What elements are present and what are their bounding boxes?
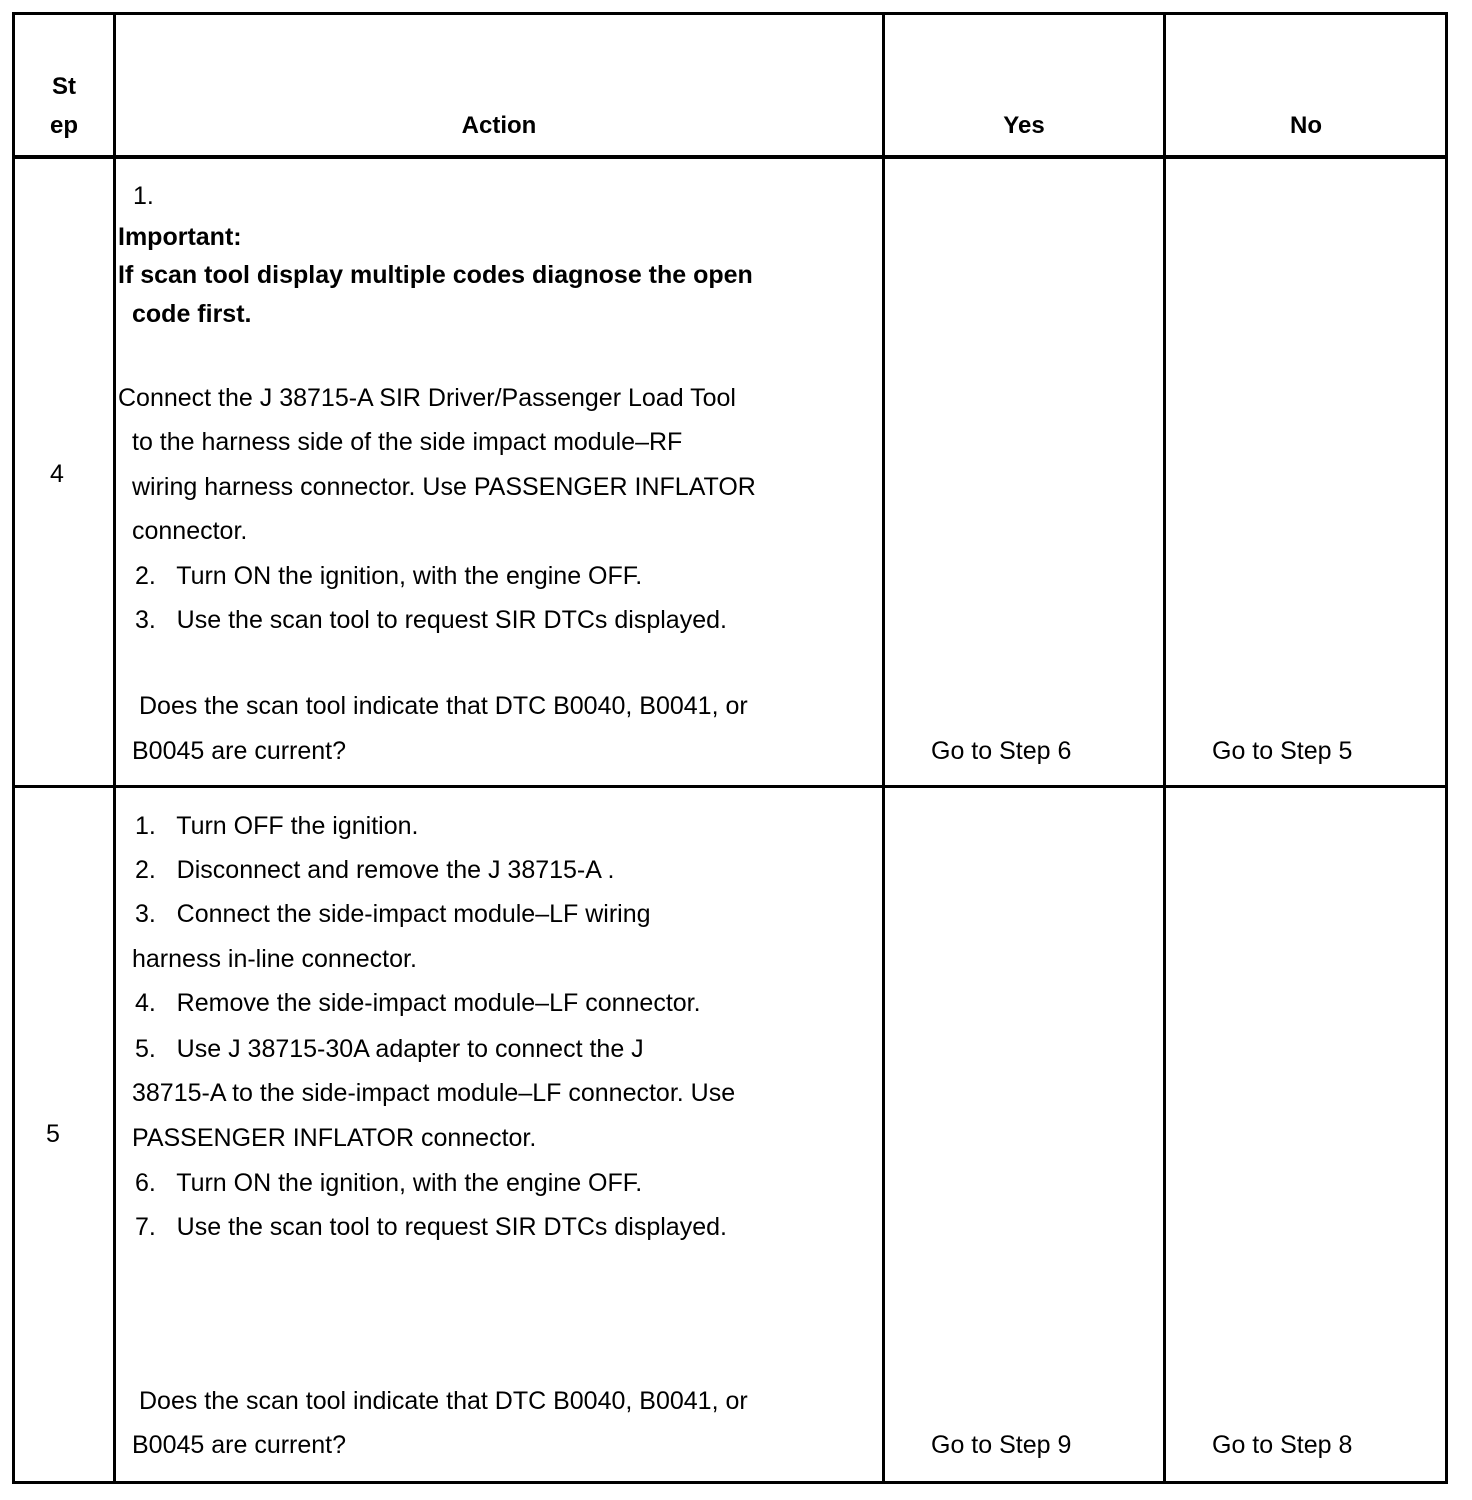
question-line: B0045 are current?	[132, 1431, 347, 1459]
action-line: 6. Turn ON the ignition, with the engine OFF.	[135, 1169, 643, 1197]
action-line: 1.	[133, 182, 154, 210]
question-line: B0045 are current?	[132, 737, 347, 765]
action-line: connector.	[132, 517, 248, 545]
header-step-line2: ep	[49, 112, 78, 139]
header-step-line1: St	[52, 73, 76, 100]
yes-result: Go to Step 9	[931, 1431, 1072, 1459]
header-no: No	[1290, 112, 1322, 139]
action-line: 38715-A to the side-impact module–LF connector. Use	[132, 1079, 736, 1107]
action-line: 5. Use J 38715-30A adapter to connect the J	[135, 1035, 644, 1063]
action-line: PASSENGER INFLATOR connector.	[132, 1124, 537, 1152]
yes-result: Go to Step 6	[931, 737, 1072, 765]
action-line: 7. Use the scan tool to request SIR DTCs displayed.	[135, 1213, 727, 1241]
step-number: 4	[50, 460, 64, 488]
action-line: 2. Turn ON the ignition, with the engine OFF.	[135, 562, 643, 590]
action-line: 3. Connect the side-impact module–LF wiring	[135, 900, 651, 928]
column-divider-yes	[1163, 12, 1166, 1484]
question-line: Does the scan tool indicate that DTC B0040, B0041, or	[139, 1387, 748, 1415]
header-action: Action	[461, 112, 537, 139]
header-yes: Yes	[1003, 112, 1045, 139]
column-divider-action	[882, 12, 885, 1484]
action-line: to the harness side of the side impact module–RF	[132, 428, 683, 456]
header-divider	[12, 155, 1448, 159]
no-result: Go to Step 5	[1212, 737, 1353, 765]
step-number: 5	[46, 1120, 60, 1148]
action-line: Connect the J 38715-A SIR Driver/Passenger Load Tool	[118, 384, 736, 412]
important-note: code first.	[132, 300, 252, 328]
row-divider	[12, 785, 1448, 788]
action-line: 2. Disconnect and remove the J 38715-A .	[135, 856, 615, 884]
important-label: Important:	[118, 223, 242, 251]
action-line: 3. Use the scan tool to request SIR DTCs displayed.	[135, 606, 727, 634]
action-line: wiring harness connector. Use PASSENGER INFLATOR	[132, 473, 756, 501]
action-line: 4. Remove the side-impact module–LF connector.	[135, 989, 701, 1017]
action-line: harness in-line connector.	[132, 945, 417, 973]
question-line: Does the scan tool indicate that DTC B0040, B0041, or	[139, 692, 748, 720]
action-line: 1. Turn OFF the ignition.	[135, 812, 419, 840]
important-note: If scan tool display multiple codes diagnose the open	[118, 261, 753, 289]
no-result: Go to Step 8	[1212, 1431, 1353, 1459]
column-divider-step	[113, 12, 116, 1484]
